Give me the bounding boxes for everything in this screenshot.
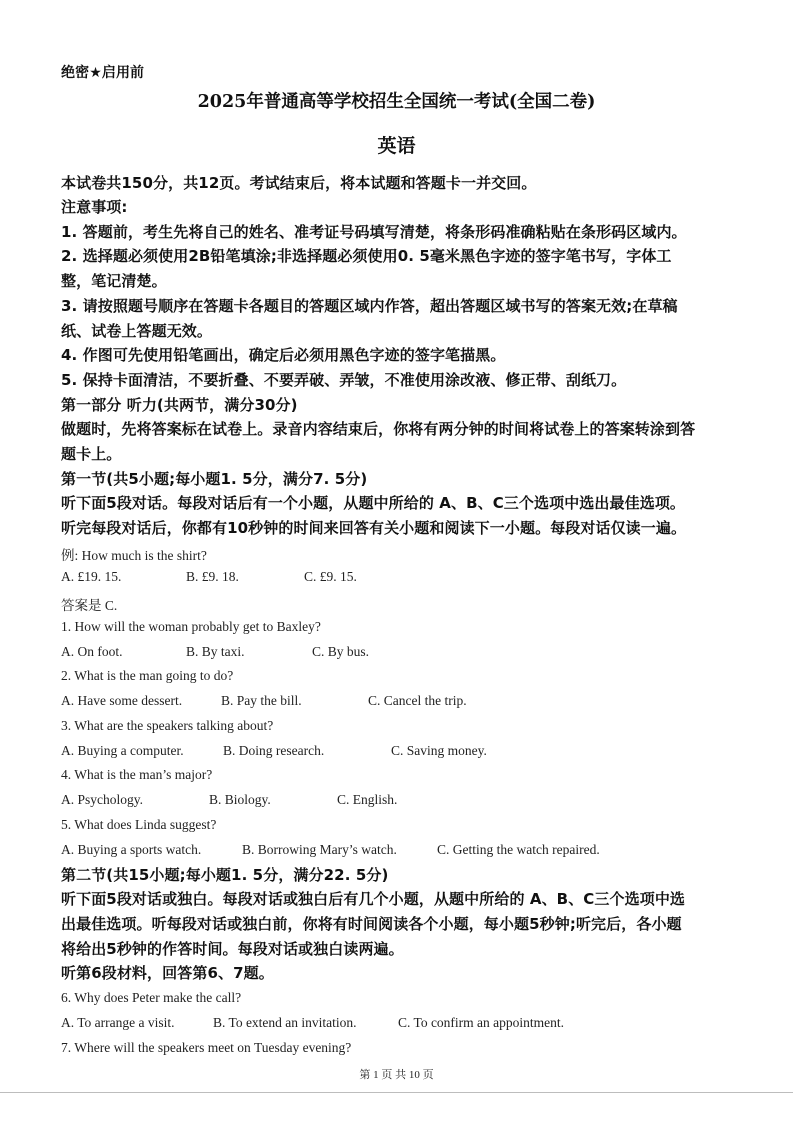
subject-title: 英语 <box>377 135 416 157</box>
option: B. By taxi. <box>186 644 245 659</box>
option: B. To extend an invitation. <box>213 1015 357 1030</box>
section1-instruction: 听下面5段对话。每段对话后有一个小题，从题中所给的 A、B、C三个选项中选出最佳选项。 <box>61 494 686 512</box>
question: 6. Why does Peter make the call? <box>61 990 242 1005</box>
question: 3. What are the speakers talking about? <box>61 718 274 733</box>
intro-line: 本试卷共150分，共12页。考试结束后，将本试题和答题卡一并交回。 <box>61 174 537 192</box>
exam-title: 2025年普通高等学校招生全国统一考试(全国二卷) <box>197 92 596 112</box>
section2-heading: 第二节(共15小题;每小题1. 5分，满分22. 5分) <box>61 866 389 884</box>
question: 5. What does Linda suggest? <box>61 817 217 832</box>
part1-heading: 第一部分 听力(共两节，满分30分) <box>61 396 298 414</box>
option: A. Psychology. <box>61 792 144 807</box>
section2-instruction: 听下面5段对话或独白。每段对话或独白后有几个小题，从题中所给的 A、B、C三个选项中选 <box>61 890 686 908</box>
notice-item: 1. 答题前，考生先将自己的姓名、准考证号码填写清楚，将条形码准确粘贴在条形码区域内。 <box>61 223 687 241</box>
page-footer: 第 1 页 共 10 页 <box>359 1069 434 1081</box>
option: C. English. <box>337 792 398 807</box>
option: C. Cancel the trip. <box>368 693 467 708</box>
example-option: B. £9. 18. <box>186 569 239 584</box>
example-option: A. £19. 15. <box>61 569 122 584</box>
option: B. Pay the bill. <box>221 693 302 708</box>
notice-heading: 注意事项: <box>61 198 128 216</box>
notice-item: 纸、试卷上答题无效。 <box>61 322 213 340</box>
option: A. Buying a sports watch. <box>61 842 202 857</box>
option: C. To confirm an appointment. <box>398 1015 565 1030</box>
option: A. On foot. <box>61 644 123 659</box>
option: B. Doing research. <box>223 743 325 758</box>
example-option: C. £9. 15. <box>304 569 357 584</box>
option: C. Getting the watch repaired. <box>437 842 600 857</box>
footer-divider <box>0 1092 793 1093</box>
section2-instruction: 将给出5秒钟的作答时间。每段对话或独白读两遍。 <box>61 940 404 958</box>
notice-item: 4. 作图可先使用铅笔画出，确定后必须用黑色字迹的签字笔描黑。 <box>61 346 506 364</box>
question: 4. What is the man’s major? <box>61 767 213 782</box>
example-answer: 答案是 C. <box>61 598 118 613</box>
option: A. Have some dessert. <box>61 693 183 708</box>
section2-instruction: 出最佳选项。听每段对话或独白前，你将有时间阅读各个小题，每小题5秒钟;听完后，各小题 <box>61 915 682 933</box>
example-question: 例: How much is the shirt? <box>61 548 207 563</box>
question: 1. How will the woman probably get to Baxley? <box>61 619 321 634</box>
secret-mark: 绝密★启用前 <box>61 65 145 81</box>
part1-instruction: 题卡上。 <box>61 445 122 463</box>
notice-item: 2. 选择题必须使用2B铅笔填涂;非选择题必须使用0. 5毫米黑色字迹的签字笔书写，字体工 <box>61 247 672 265</box>
part1-instruction: 做题时，先将答案标在试卷上。录音内容结束后，你将有两分钟的时间将试卷上的答案转涂到答 <box>61 420 696 438</box>
notice-item: 3. 请按照题号顺序在答题卡各题目的答题区域内作答，超出答题区域书写的答案无效;在草稿 <box>61 297 678 315</box>
option: B. Borrowing Mary’s watch. <box>242 842 397 857</box>
option: C. Saving money. <box>391 743 487 758</box>
option: A. To arrange a visit. <box>61 1015 175 1030</box>
question: 7. Where will the speakers meet on Tuesday evening? <box>61 1040 352 1055</box>
section1-heading: 第一节(共5小题;每小题1. 5分，满分7. 5分) <box>61 470 368 488</box>
notice-item: 5. 保持卡面清洁，不要折叠、不要弄破、弄皱，不准使用涂改液、修正带、刮纸刀。 <box>61 371 627 389</box>
section1-instruction: 听完每段对话后，你都有10秒钟的时间来回答有关小题和阅读下一小题。每段对话仅读一遍。 <box>61 519 687 537</box>
notice-item: 整，笔记清楚。 <box>61 272 167 290</box>
option: C. By bus. <box>312 644 370 659</box>
option: A. Buying a computer. <box>61 743 184 758</box>
question: 2. What is the man going to do? <box>61 668 234 683</box>
material-heading: 听第6段材料，回答第6、7题。 <box>61 964 274 982</box>
option: B. Biology. <box>209 792 271 807</box>
